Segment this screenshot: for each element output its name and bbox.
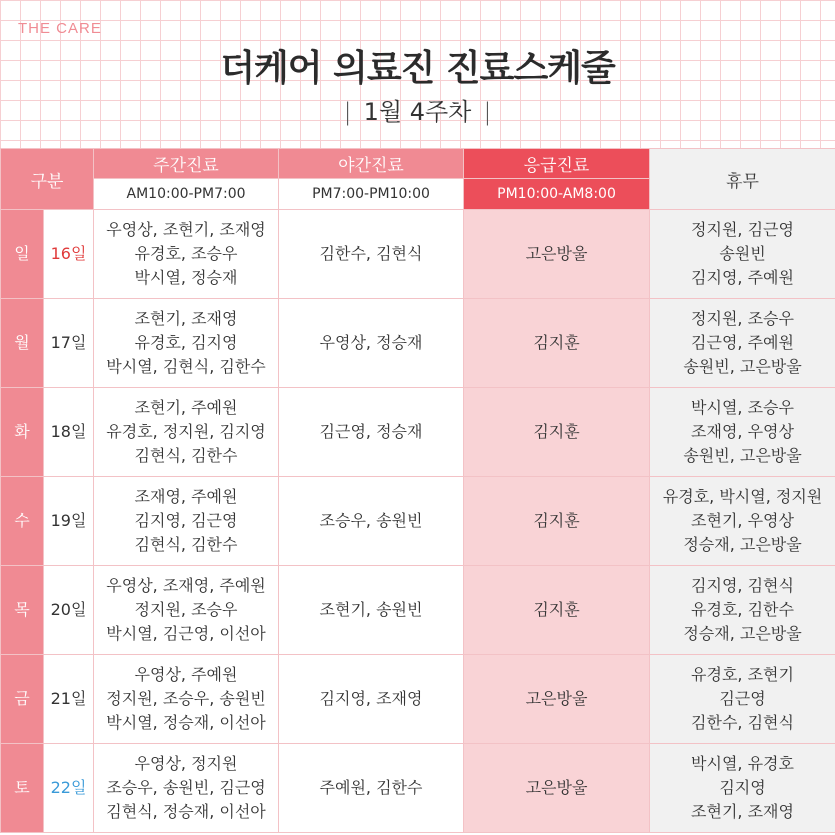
- doctor-names-line: 정승재, 고은방울: [683, 624, 802, 643]
- header-off-duty: 휴무: [650, 149, 835, 210]
- weekday-cell: 화: [1, 388, 44, 477]
- day-shift-cell: [94, 299, 279, 388]
- table-row: [1, 477, 835, 566]
- off-duty-cell: [650, 744, 835, 833]
- subtitle-divider-right: |: [483, 98, 492, 126]
- doctor-names-line: 김지영, 주예원: [691, 268, 794, 287]
- doctor-names-line: 유경호, 박시열, 정지원: [662, 487, 823, 506]
- table-row: [1, 388, 835, 477]
- emergency-shift-cell: 김지훈: [464, 566, 650, 655]
- weekday-cell: 월: [1, 299, 44, 388]
- day-shift-cell: [94, 210, 279, 299]
- doctor-names-line: 송원빈, 고은방울: [683, 446, 802, 465]
- day-shift-cell: [94, 388, 279, 477]
- doctor-names-line: 우영상, 조현기, 조재영: [106, 220, 266, 239]
- day-shift-time: AM10:00-PM7:00: [94, 179, 279, 210]
- doctor-names-line: 유경호, 김지영: [134, 333, 238, 352]
- doctor-names-line: 유경호, 김한수: [691, 600, 794, 619]
- off-duty-cell: [650, 566, 835, 655]
- doctor-names-line: 김현식, 정승재, 이선아: [106, 802, 266, 821]
- doctor-names-line: 김지영, 김근영: [134, 511, 238, 530]
- doctor-names-line: 정지원, 김근영: [691, 220, 794, 239]
- doctor-names-line: 김한수, 김현식: [691, 713, 794, 732]
- weekday-cell: 금: [1, 655, 44, 744]
- weekday-cell: 수: [1, 477, 44, 566]
- table-row: [1, 566, 835, 655]
- doctor-names-line: 김현식, 김한수: [134, 535, 238, 554]
- doctor-names-line: 김현식, 김한수: [134, 446, 238, 465]
- doctor-names-line: 박시열, 조승우: [691, 398, 794, 417]
- page-header: [0, 0, 835, 148]
- off-duty-cell: [650, 210, 835, 299]
- night-shift-cell: 주예원, 김한수: [279, 744, 464, 833]
- day-shift-cell: [94, 477, 279, 566]
- night-shift-cell: 우영상, 정승재: [279, 299, 464, 388]
- week-label: 1월 4주차: [363, 98, 472, 126]
- day-shift-cell: [94, 744, 279, 833]
- emergency-shift-cell: 고은방울: [464, 655, 650, 744]
- weekday-cell: 목: [1, 566, 44, 655]
- doctor-names-line: 정지원, 조승우: [134, 600, 238, 619]
- doctor-names-line: 박시열, 정승재: [134, 268, 238, 287]
- off-duty-cell: [650, 477, 835, 566]
- doctor-names-line: 박시열, 정승재, 이선아: [106, 713, 266, 732]
- doctor-names-line: 박시열, 김현식, 김한수: [106, 357, 266, 376]
- weekday-cell: 일: [1, 210, 44, 299]
- page-subtitle: [0, 92, 835, 127]
- night-shift-cell: 조현기, 송원빈: [279, 566, 464, 655]
- doctor-names-line: 우영상, 정지원: [134, 754, 238, 773]
- night-shift-cell: 김근영, 정승재: [279, 388, 464, 477]
- off-duty-cell: [650, 299, 835, 388]
- table-row: [1, 299, 835, 388]
- doctor-names-line: 정지원, 조승우, 송원빈: [106, 689, 266, 708]
- doctor-names-line: 김지영, 김현식: [691, 576, 794, 595]
- emergency-shift-cell: 김지훈: [464, 299, 650, 388]
- doctor-names-line: 김근영: [719, 689, 766, 708]
- doctor-names-line: 정승재, 고은방울: [683, 535, 802, 554]
- subtitle-divider-left: |: [343, 98, 352, 126]
- emergency-shift-cell: 김지훈: [464, 388, 650, 477]
- night-shift-cell: 김한수, 김현식: [279, 210, 464, 299]
- doctor-names-line: 송원빈, 고은방울: [683, 357, 802, 376]
- emergency-shift-time: PM10:00-AM8:00: [464, 179, 650, 210]
- off-duty-cell: [650, 388, 835, 477]
- doctor-names-line: 조재영, 주예원: [134, 487, 238, 506]
- doctor-names-line: 유경호, 조현기: [691, 665, 794, 684]
- doctor-names-line: 조승우, 송원빈, 김근영: [106, 778, 266, 797]
- night-shift-cell: 조승우, 송원빈: [279, 477, 464, 566]
- doctor-names-line: 유경호, 조승우: [134, 244, 238, 263]
- doctor-names-line: 정지원, 조승우: [691, 309, 794, 328]
- emergency-shift-cell: 김지훈: [464, 477, 650, 566]
- date-cell: 16일: [44, 210, 94, 299]
- date-cell: 18일: [44, 388, 94, 477]
- doctor-names-line: 조재영, 우영상: [691, 422, 794, 441]
- page-title: 더케어 의료진 진료스케줄: [220, 48, 615, 89]
- doctor-names-line: 송원빈: [719, 244, 766, 263]
- doctor-names-line: 조현기, 조재영: [691, 802, 794, 821]
- doctor-names-line: 조현기, 우영상: [691, 511, 794, 530]
- date-cell: 17일: [44, 299, 94, 388]
- doctor-names-line: 박시열, 김근영, 이선아: [106, 624, 266, 643]
- header-day-shift: 주간진료: [94, 149, 279, 179]
- emergency-shift-cell: 고은방울: [464, 744, 650, 833]
- doctor-names-line: 김근영, 주예원: [691, 333, 794, 352]
- header-category: 구분: [1, 149, 94, 210]
- doctor-names-line: 우영상, 조재영, 주예원: [106, 576, 266, 595]
- date-cell: 22일: [44, 744, 94, 833]
- night-shift-cell: 김지영, 조재영: [279, 655, 464, 744]
- night-shift-time: PM7:00-PM10:00: [279, 179, 464, 210]
- doctor-names-line: 박시열, 유경호: [691, 754, 794, 773]
- header-emergency-shift: 응급진료: [464, 149, 650, 179]
- brand-logo-text: THE CARE: [18, 20, 102, 37]
- doctor-names-line: 우영상, 주예원: [134, 665, 238, 684]
- schedule-table: [0, 148, 835, 833]
- doctor-names-line: 조현기, 조재영: [134, 309, 238, 328]
- day-shift-cell: [94, 566, 279, 655]
- table-row: [1, 655, 835, 744]
- doctor-names-line: 조현기, 주예원: [134, 398, 238, 417]
- day-shift-cell: [94, 655, 279, 744]
- emergency-shift-cell: 고은방울: [464, 210, 650, 299]
- table-row: [1, 210, 835, 299]
- date-cell: 19일: [44, 477, 94, 566]
- header-night-shift: 야간진료: [279, 149, 464, 179]
- date-cell: 20일: [44, 566, 94, 655]
- date-cell: 21일: [44, 655, 94, 744]
- weekday-cell: 토: [1, 744, 44, 833]
- off-duty-cell: [650, 655, 835, 744]
- table-row: [1, 744, 835, 833]
- doctor-names-line: 유경호, 정지원, 김지영: [106, 422, 266, 441]
- doctor-names-line: 김지영: [719, 778, 766, 797]
